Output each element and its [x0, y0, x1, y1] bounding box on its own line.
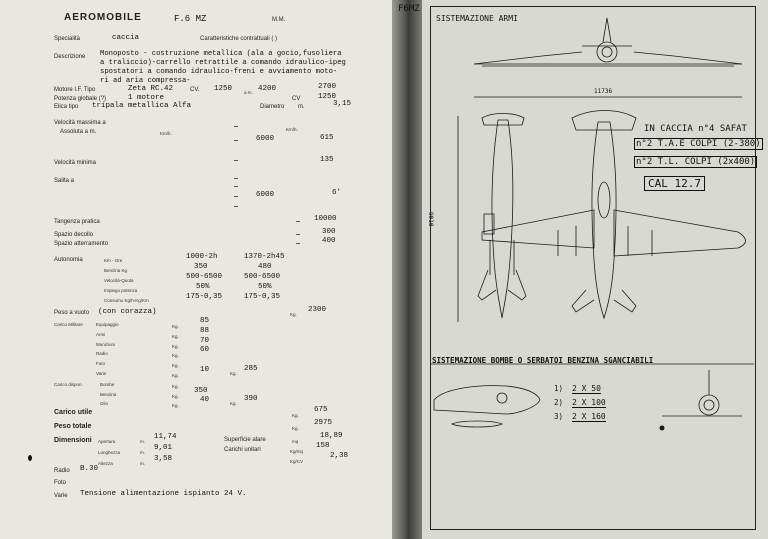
cd-kg-0: Kg.	[172, 384, 179, 389]
carico-militare-value-1: 88	[200, 327, 210, 335]
am-value: 4200	[258, 85, 277, 93]
cm-kg-2: Kg.	[172, 344, 179, 349]
diametro-unit: m.	[298, 104, 305, 110]
autonomia-sub-0: Km - Ore	[104, 258, 123, 263]
span-dimension: 11736	[594, 88, 613, 95]
descrizione-line-3: spostatori a comando idraulico-freni e avviamento moto-	[100, 68, 338, 76]
radio-label: Radio	[54, 468, 70, 474]
carico-militare-value-3: 60	[200, 346, 210, 354]
varie-label: Varie	[54, 493, 68, 499]
superficie-unit: mq	[292, 439, 299, 444]
peso-vuoto-note: (con corazza)	[98, 308, 157, 316]
descrizione-label: Descrizione	[54, 54, 86, 60]
foto-label: Foto	[54, 480, 67, 486]
apertura-unit: m.	[140, 439, 145, 444]
autonomia-col1-1: 350	[194, 263, 208, 271]
cd-kg-2: Kg.	[172, 403, 179, 408]
peso-vuoto-kg: Kg.	[290, 312, 297, 317]
autonomia-col1-4: 175-0,35	[186, 293, 223, 301]
carico-militare-total: 285	[244, 365, 258, 373]
carico-militare-item-0: Equipaggio	[96, 322, 119, 327]
carico-militare-item-2: Munizioni	[96, 342, 116, 347]
vmin-value: 135	[320, 156, 334, 164]
carico-militare-item-5: Varie	[96, 371, 107, 376]
assoluta-label: Assoluta a m.	[60, 129, 97, 135]
radio-value: B.30	[80, 465, 99, 473]
salita-label: Salita a	[54, 178, 75, 184]
altezza-unit: m.	[140, 461, 145, 466]
atterramento-label: Spazio atterramento	[54, 241, 109, 247]
aircraft-label: AEROMOBILE	[64, 12, 142, 23]
autonomia-sub-3: Impiego potenza	[104, 288, 138, 293]
length-dimension: 9010	[427, 212, 434, 227]
motore-label: Motore I.F. Tipo	[54, 87, 96, 93]
carico-militare-item-1: Armi	[96, 332, 106, 337]
autonomia-col2-0: 1370-2h45	[244, 253, 285, 261]
carico-militare-label: Carico Militare	[54, 322, 83, 327]
section-bombe-title: SISTEMAZIONE BOMBE O SERBATOI BENZINA SGANCIABILI	[432, 356, 654, 365]
section-armi-title: SISTEMAZIONE ARMI	[436, 14, 518, 23]
autonomia-sub-4: Consumo Kg/h-Kg/Km	[104, 298, 149, 303]
specialita-label: Specialità	[54, 36, 81, 42]
tangenza-value: 10000	[314, 215, 337, 223]
armi-line-3: n°2 T.L. COLPI (2x400)	[636, 157, 756, 167]
descrizione-line-2: a traliccio)-carrello retrattile a comando idraulico-ipeg	[100, 59, 346, 67]
cm-kg-0: Kg.	[172, 324, 179, 329]
cm-kg-1: Kg.	[172, 334, 179, 339]
carichi-label: Carichi unitari	[224, 447, 261, 453]
carichi-value-2: 2,38	[330, 452, 349, 460]
carico-militare-value-0: 85	[200, 317, 210, 325]
aircraft-drawings	[422, 0, 768, 539]
carico-utile-label: Carico utile	[54, 409, 93, 416]
autonomia-col2-4: 175-0,35	[244, 293, 281, 301]
cd-kg-1: Kg.	[172, 394, 179, 399]
tangenza-label: Tangenza pratica	[54, 219, 100, 225]
apertura-label: Apertura	[98, 439, 116, 444]
cm-kg-4: Kg.	[172, 363, 179, 368]
autonomia-col1-2: 500-6500	[186, 273, 223, 281]
carico-disp-total: 390	[244, 395, 258, 403]
autonomia-sub-1: Benzina Kg	[104, 268, 128, 273]
carico-militare-value-2: 70	[200, 337, 210, 345]
potenza-value: 1 motore	[128, 94, 165, 102]
velocita-min-label: Velocità minima	[54, 160, 97, 166]
autonomia-col2-3: 50%	[258, 283, 272, 291]
bombe-value-1: 2 X 50	[572, 384, 601, 393]
descrizione-line-1: Monoposto - costruzione metallica (ala a gocio,fusoliera	[100, 50, 342, 58]
armi-line-1: IN CACCIA n°4 SAFAT	[644, 124, 747, 134]
autonomia-label: Autonomia	[54, 257, 83, 263]
diametro-value: 3,15	[333, 100, 352, 108]
decollo-value: 300	[322, 228, 336, 236]
am-label: a.m.	[244, 90, 253, 95]
decollo-label: Spazio decollo	[54, 232, 94, 238]
cd-total-kg: Kg.	[230, 401, 237, 406]
carico-disp-item-1: Benzina	[100, 392, 117, 397]
carico-disp-value-2: 40	[200, 396, 210, 404]
vmax-quota: 6000	[256, 135, 275, 143]
peso-totale-label: Peso totale	[54, 423, 92, 430]
diametro-label: Diametro	[260, 104, 285, 110]
carico-militare-value-5: 10	[200, 366, 210, 374]
vmax-value: 615	[320, 134, 334, 142]
carico-utile-value: 675	[314, 406, 328, 414]
armi-line-4: CAL 12.7	[644, 176, 705, 191]
ink-blot	[28, 455, 32, 461]
book-gutter	[392, 0, 422, 539]
velocita-max-label: Velocità massima a	[54, 120, 106, 126]
salita-value: 6'	[332, 189, 342, 197]
dimensioni-label: Dimensioni	[54, 437, 92, 444]
bombe-option-1: 1)	[554, 384, 564, 393]
carico-militare-item-3: Radio	[96, 351, 108, 356]
altezza-label: Altezza	[98, 461, 113, 466]
peso-totale-value: 2975	[314, 419, 333, 427]
lunghezza-value: 9,01	[154, 444, 173, 452]
varie-value: Tensione alimentazione ispianto 24 V.	[80, 490, 247, 498]
carico-disp-label: Carico dispon.	[54, 382, 83, 387]
autonomia-col2-2: 500-6500	[244, 273, 281, 281]
salita-quota: 6000	[256, 191, 275, 199]
lunghezza-label: Lunghezza	[98, 450, 121, 455]
atterramento-value: 400	[322, 237, 336, 245]
corner-label: F6MZ	[398, 4, 420, 14]
cv-value: 1250	[214, 85, 233, 93]
mm-label: M.M.	[272, 17, 286, 23]
vmax-kmh-right: Km/h.	[286, 127, 298, 132]
altezza-value: 3,58	[154, 455, 173, 463]
peso-vuoto-value: 2300	[308, 306, 327, 314]
elica-label: Elica tipo	[54, 104, 79, 110]
cm-total-kg: Kg.	[230, 371, 237, 376]
cm-kg-5: Kg.	[172, 373, 179, 378]
lunghezza-unit: m.	[140, 450, 145, 455]
carico-militare-item-4: Foto	[96, 361, 106, 366]
autonomia-col1-0: 1000-2h	[186, 253, 218, 261]
bombe-option-2: 2)	[554, 398, 564, 407]
apertura-value: 11,74	[154, 433, 177, 441]
superficie-value: 18,89	[320, 432, 343, 440]
carichi-unit-1: Kg/mq	[290, 449, 304, 454]
bombe-option-3: 3)	[554, 412, 564, 421]
aircraft-model: F.6 MZ	[174, 14, 207, 24]
carico-disp-item-2: Olio	[100, 401, 109, 406]
drawing-page	[398, 0, 768, 539]
carico-disp-value-1: 350	[194, 387, 208, 395]
carichi-value-1: 158	[316, 442, 330, 450]
cm-kg-3: Kg.	[172, 353, 179, 358]
cv-label: CV.	[190, 87, 200, 93]
autonomia-col2-1: 480	[258, 263, 272, 271]
carichi-unit-2: Kg/CV	[290, 459, 304, 464]
carico-utile-kg: Kg.	[292, 413, 299, 418]
autonomia-sub-2: Velocità-Quota	[104, 278, 134, 283]
cv-right-value-2: 1250	[318, 93, 337, 101]
vmax-kmh: Km/h.	[160, 131, 172, 136]
peso-totale-kg: Kg.	[292, 426, 299, 431]
motore-value: Zeta RC.42	[128, 85, 174, 93]
descrizione-line-4: ri ad aria compressa-	[100, 77, 191, 85]
bombe-value-3: 2 X 160	[572, 412, 606, 421]
superficie-label: Superficie alare	[224, 437, 266, 443]
peso-vuoto-label: Peso a vuoto	[54, 310, 90, 316]
elica-value: tripala metallica Alfa	[92, 102, 192, 110]
autonomia-col1-3: 50%	[196, 283, 210, 291]
cv-right-label: CV	[292, 96, 301, 102]
caratteristiche-label: Caratteristiche contrattuali ( )	[200, 36, 278, 42]
specialita-value: caccia	[112, 34, 140, 42]
cv-right-value-1: 2700	[318, 83, 337, 91]
potenza-label: Potenza globale (?)	[54, 96, 107, 102]
bombe-value-2: 2 X 100	[572, 398, 606, 407]
carico-disp-item-0: Bombe	[100, 382, 115, 387]
armi-line-2: n°2 T.A.E COLPI (2-380)	[636, 139, 761, 149]
